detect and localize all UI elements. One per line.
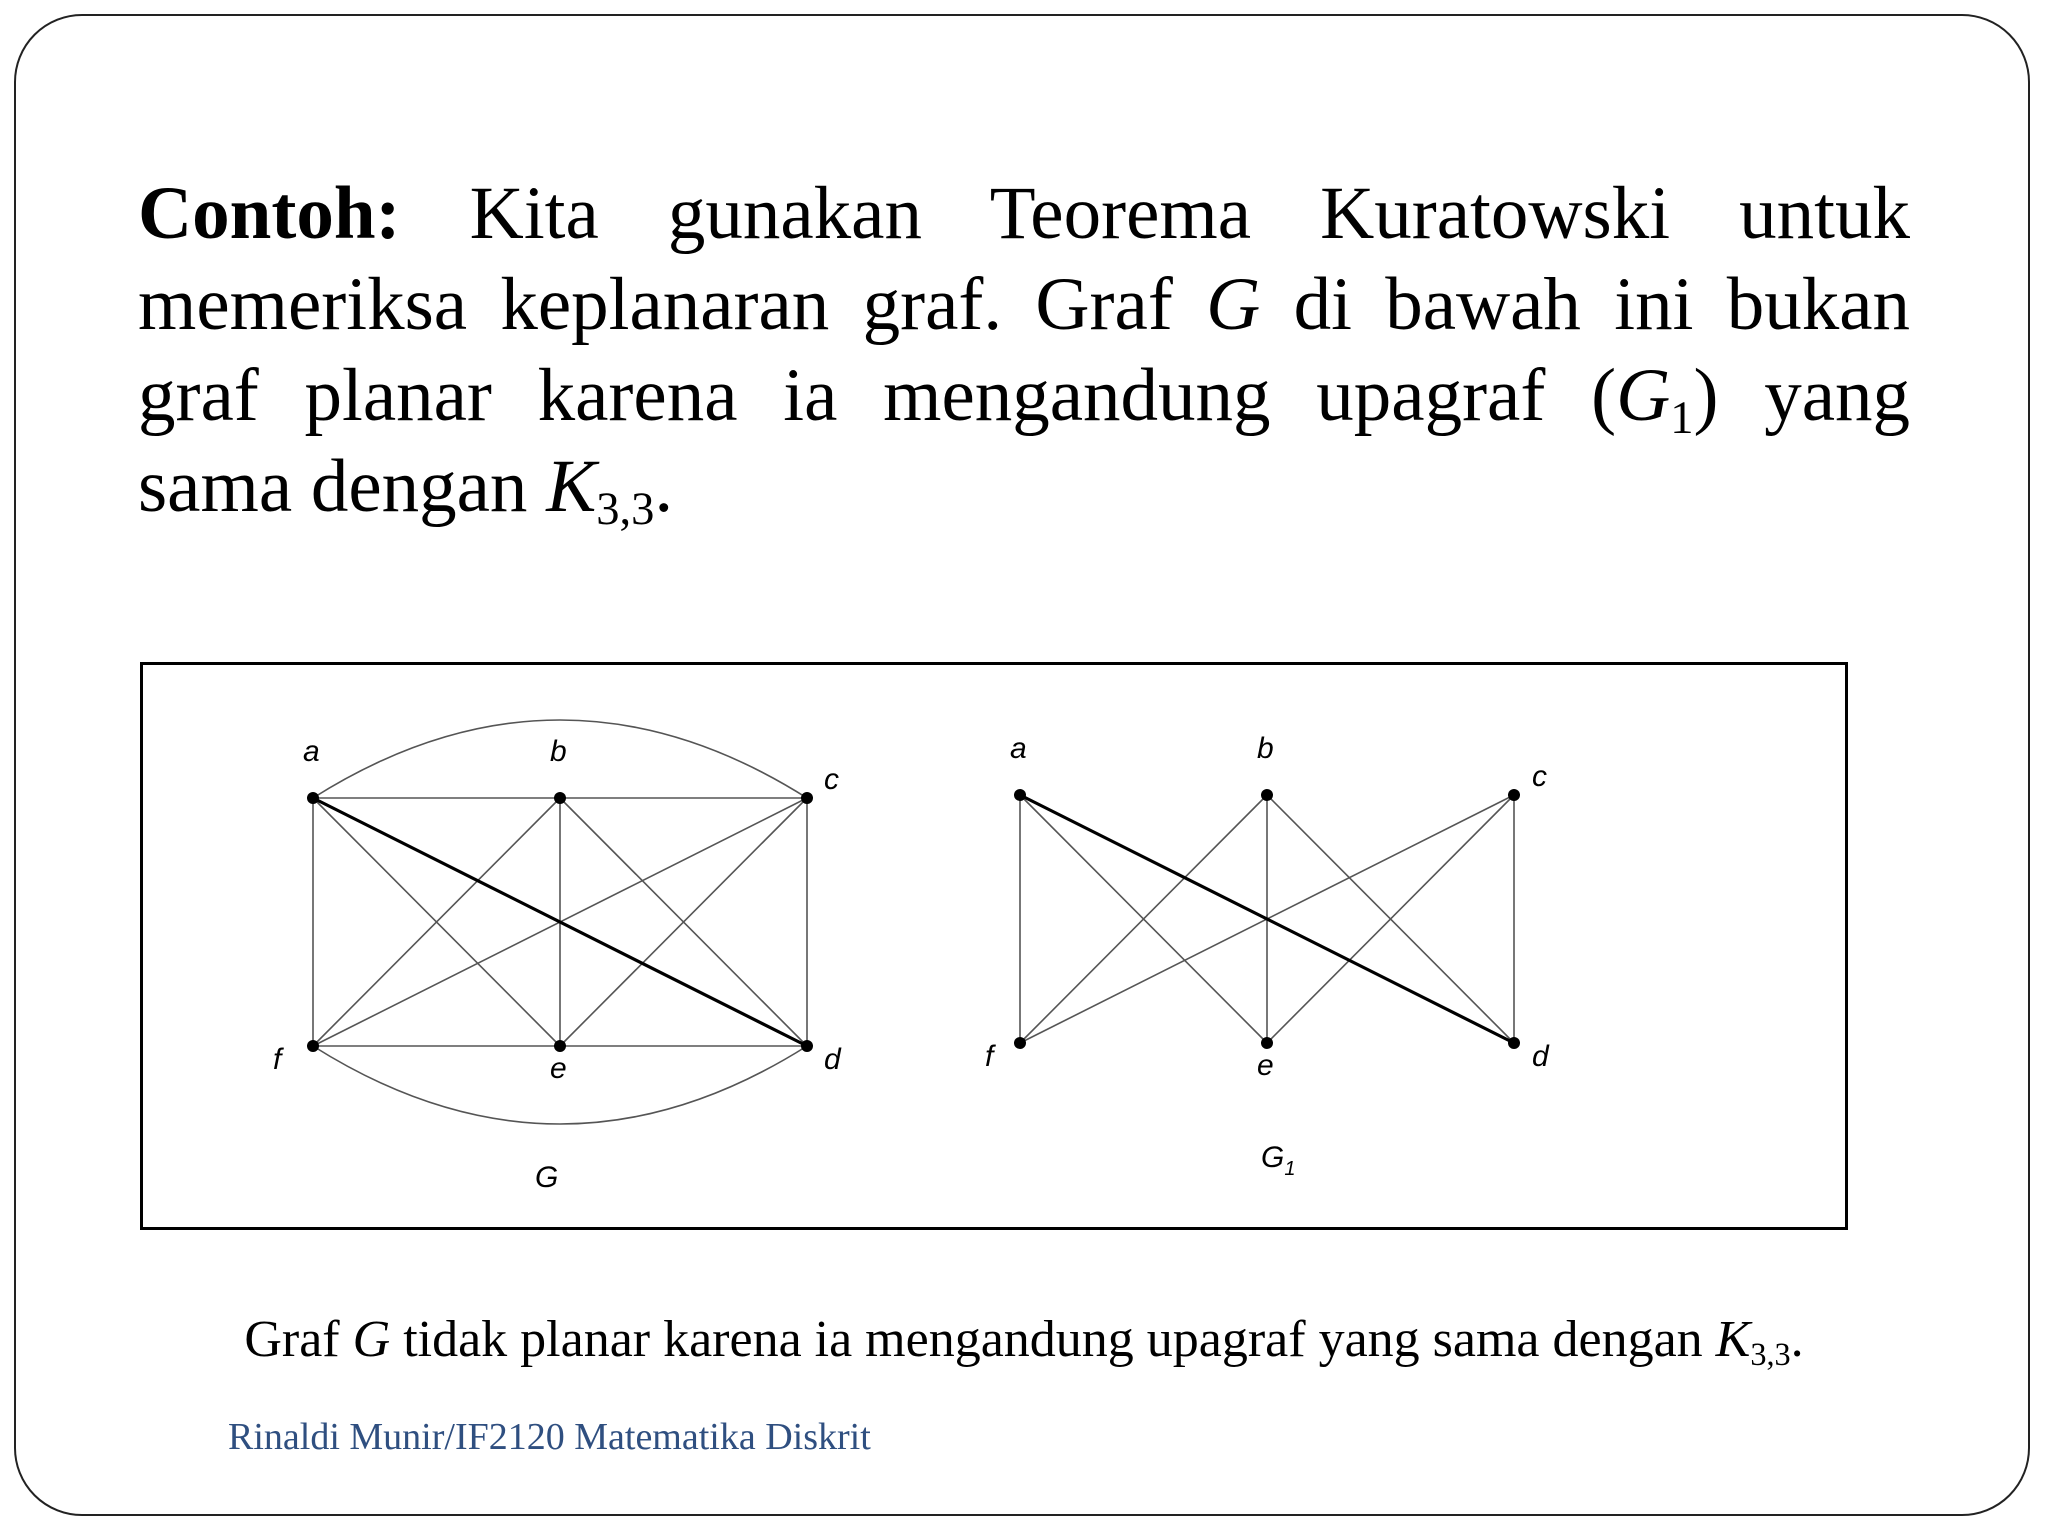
paragraph-line-2: memeriksa keplanaran graf. Graf G di bawah ini bukan bbox=[138, 263, 1910, 346]
label-f: f bbox=[985, 1040, 994, 1073]
label-d: d bbox=[1532, 1040, 1549, 1073]
caption: Graf G tidak planar karena ia mengandung upagraf yang sama dengan $K_{3,3}$. bbox=[244, 1311, 1804, 1373]
vertex-d bbox=[801, 1040, 813, 1052]
label-f: f bbox=[273, 1043, 282, 1076]
footer-credit: Rinaldi Munir/IF2120 Matematika Diskrit bbox=[228, 1416, 871, 1458]
var-g1: G bbox=[1616, 354, 1671, 437]
figure-box bbox=[140, 662, 1848, 1230]
label-b: b bbox=[550, 735, 567, 768]
label-e: e bbox=[1257, 1049, 1274, 1082]
vertex-a bbox=[307, 792, 319, 804]
label-d: d bbox=[824, 1043, 841, 1076]
vertex-f bbox=[307, 1040, 319, 1052]
caption-var-k: K bbox=[1715, 1311, 1751, 1368]
vertex-b bbox=[1261, 789, 1273, 801]
label-e: e bbox=[550, 1052, 567, 1085]
graph-g1-name: $G_1$ bbox=[1261, 1141, 1296, 1180]
vertex-b bbox=[554, 792, 566, 804]
main-paragraph bbox=[138, 168, 1911, 536]
vertex-c bbox=[801, 792, 813, 804]
paragraph-line-3: graf planar karena ia mengandung upagraf $(G_1)$ yang bbox=[138, 354, 1911, 445]
label-c: c bbox=[824, 763, 839, 796]
vertex-e bbox=[1261, 1037, 1273, 1049]
label-a: a bbox=[1010, 732, 1027, 765]
var-g: G bbox=[1206, 263, 1261, 346]
vertex-e bbox=[554, 1040, 566, 1052]
vertex-d bbox=[1508, 1037, 1520, 1049]
paragraph-line-1: Contoh: Kita gunakan Teorema Kuratowski untuk bbox=[138, 172, 1910, 255]
label-a: a bbox=[303, 735, 320, 768]
graph-g-name: G bbox=[535, 1161, 559, 1194]
label-c: c bbox=[1532, 760, 1547, 793]
paragraph-line-4: sama dengan $K_{3,3}$. bbox=[138, 445, 674, 536]
vertex-c bbox=[1508, 789, 1520, 801]
label-b: b bbox=[1257, 732, 1274, 765]
caption-var-g: G bbox=[352, 1311, 391, 1368]
var-k: K bbox=[546, 445, 597, 528]
example-label: Contoh: bbox=[138, 172, 401, 255]
graph-g1 bbox=[985, 732, 1550, 1180]
graphs-figure bbox=[143, 665, 1851, 1233]
graph-g bbox=[273, 720, 842, 1194]
vertex-a bbox=[1014, 789, 1026, 801]
vertex-f bbox=[1014, 1037, 1026, 1049]
